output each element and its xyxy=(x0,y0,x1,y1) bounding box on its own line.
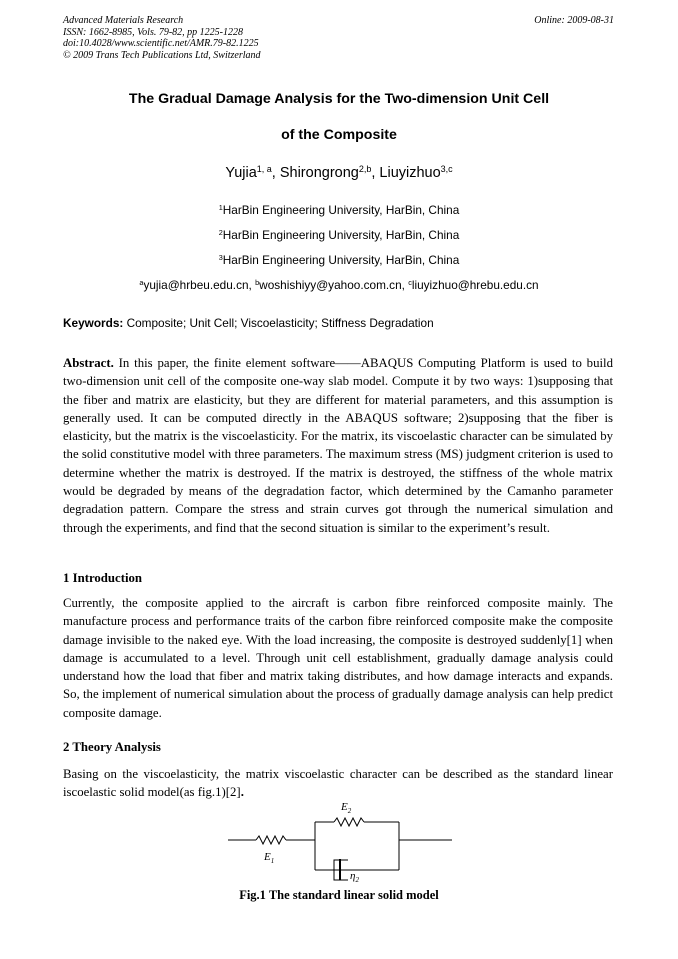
section-heading-introduction: 1 Introduction xyxy=(63,571,143,585)
author-name: Liuyizhuo xyxy=(379,165,441,181)
email-separator: , xyxy=(401,278,409,292)
email-superscript: c xyxy=(408,277,412,287)
author-name: Yujia xyxy=(225,165,257,181)
abstract-paragraph xyxy=(63,354,613,537)
journal-name: Advanced Materials Research xyxy=(63,15,184,26)
model-diagram xyxy=(222,798,458,886)
paper-title-line-1: The Gradual Damage Analysis for the Two-dimension Unit Cell xyxy=(128,91,550,107)
email-address[interactable]: yujia@hrbeu.edu.cn xyxy=(143,278,249,292)
spring-e1 xyxy=(256,836,286,844)
author-name: Shirongrong xyxy=(279,165,359,181)
affiliation-text: HarBin Engineering University, HarBin, China xyxy=(222,228,460,242)
journal-doi: doi:10.4028/www.scientific.net/AMR.79-82.1225 xyxy=(63,38,259,49)
keywords-label: Keywords: xyxy=(63,316,124,330)
author-superscript: 1, a xyxy=(256,164,272,175)
journal-header xyxy=(63,15,261,61)
label-eta2: $\eta_2$ xyxy=(350,870,359,884)
email-address[interactable]: woshishiyy@yahoo.com.cn xyxy=(259,278,402,292)
online-date xyxy=(534,15,614,27)
theory-text: Basing on the viscoelasticity, the matrix viscoelastic character can be described as the standard linear iscoelastic solid model(as fig.1)[2] xyxy=(63,767,613,800)
email-address[interactable]: liuyizhuo@hrebu.edu.cn xyxy=(411,278,539,292)
label-e1: $E_1$ xyxy=(264,851,275,865)
introduction-paragraph: Currently, the composite applied to the aircraft is carbon fibre reinforced composite mainly. The manufacture process and performance traits of the carbon fibre reinforced composite make the composite damage invisible to the naked eye. With the load increasing, the composite is destroyed suddenly[1] when damage is accumulated to a level. Through unit cell establishment, gradually damage analysis could understand how the load that fiber and matrix taking distributes, and how damage interacts and expands. So, the implement of numerical simulation about the process of gradually damage analysis can help predict composite damage. xyxy=(63,596,613,720)
author-superscript: 3,c xyxy=(440,164,453,175)
paper-title-line-2: of the Composite xyxy=(281,127,397,143)
affiliation-number: 3 xyxy=(218,252,223,262)
spring-e2 xyxy=(334,818,364,826)
affiliation-text: HarBin Engineering University, HarBin, China xyxy=(222,203,460,217)
affiliation-text: HarBin Engineering University, HarBin, China xyxy=(222,253,460,267)
author-superscript: 2,b xyxy=(358,164,372,175)
email-superscript: b xyxy=(255,277,260,287)
affiliation-number: 2 xyxy=(218,227,223,237)
online-date-text: Online: 2009-08-31 xyxy=(534,15,614,26)
figure-standard-linear-solid-model xyxy=(222,798,458,886)
abstract-text: In this paper, the finite element software——ABAQUS Computing Platform is used to build two-dimension unit cell of the composite one-way slab model. Compute it by two ways: 1)supposing that the fiber and matrix are elasticity, but they are different for material parameters, and this assumption is generally used. It can be computed directly in the ABAQUS software; 2)supposing that the fiber is elasticity, but the matrix is the viscoelasticity. For the matrix, its viscoelastic character can be simulated by the solid constitutive model with three parameters. The maximum stress (MS) judgment criterion is used to determine whether the matrix is destroyed. If the matrix is destroyed, the stiffness of the whole matrix would be degraded by means of the degradation factor, which determined by the Camanho parameter degradation pattern. Compare the stress and strain curves got through the numerical simulation and through the experiments, and find that the second situation is similar to the experiment’s result. xyxy=(63,356,613,535)
affiliation-1 xyxy=(40,203,638,217)
author-list xyxy=(40,165,638,181)
keywords-text: Composite; Unit Cell; Viscoelasticity; Stiffness Degradation xyxy=(123,316,434,330)
theory-paragraph xyxy=(63,765,613,802)
label-e2: $E_2$ xyxy=(341,801,352,815)
figure-caption: Fig.1 The standard linear solid model xyxy=(239,888,439,902)
keywords-line xyxy=(63,316,434,330)
author-separator: , xyxy=(271,165,280,181)
author-separator: , xyxy=(371,165,380,181)
journal-copyright: © 2009 Trans Tech Publications Ltd, Switzerland xyxy=(63,49,261,61)
email-superscript: a xyxy=(139,277,144,287)
abstract-label: Abstract. xyxy=(63,356,114,370)
journal-issn: ISSN: 1662-8985, Vols. 79-82, pp 1225-1228 xyxy=(63,26,243,38)
affiliation-number: 1 xyxy=(218,202,223,212)
section-heading-theory: 2 Theory Analysis xyxy=(63,740,161,754)
affiliation-2 xyxy=(40,228,638,242)
theory-text-end: . xyxy=(240,785,244,800)
affiliation-3 xyxy=(40,253,638,267)
email-separator: , xyxy=(248,278,256,292)
email-list xyxy=(20,278,658,292)
